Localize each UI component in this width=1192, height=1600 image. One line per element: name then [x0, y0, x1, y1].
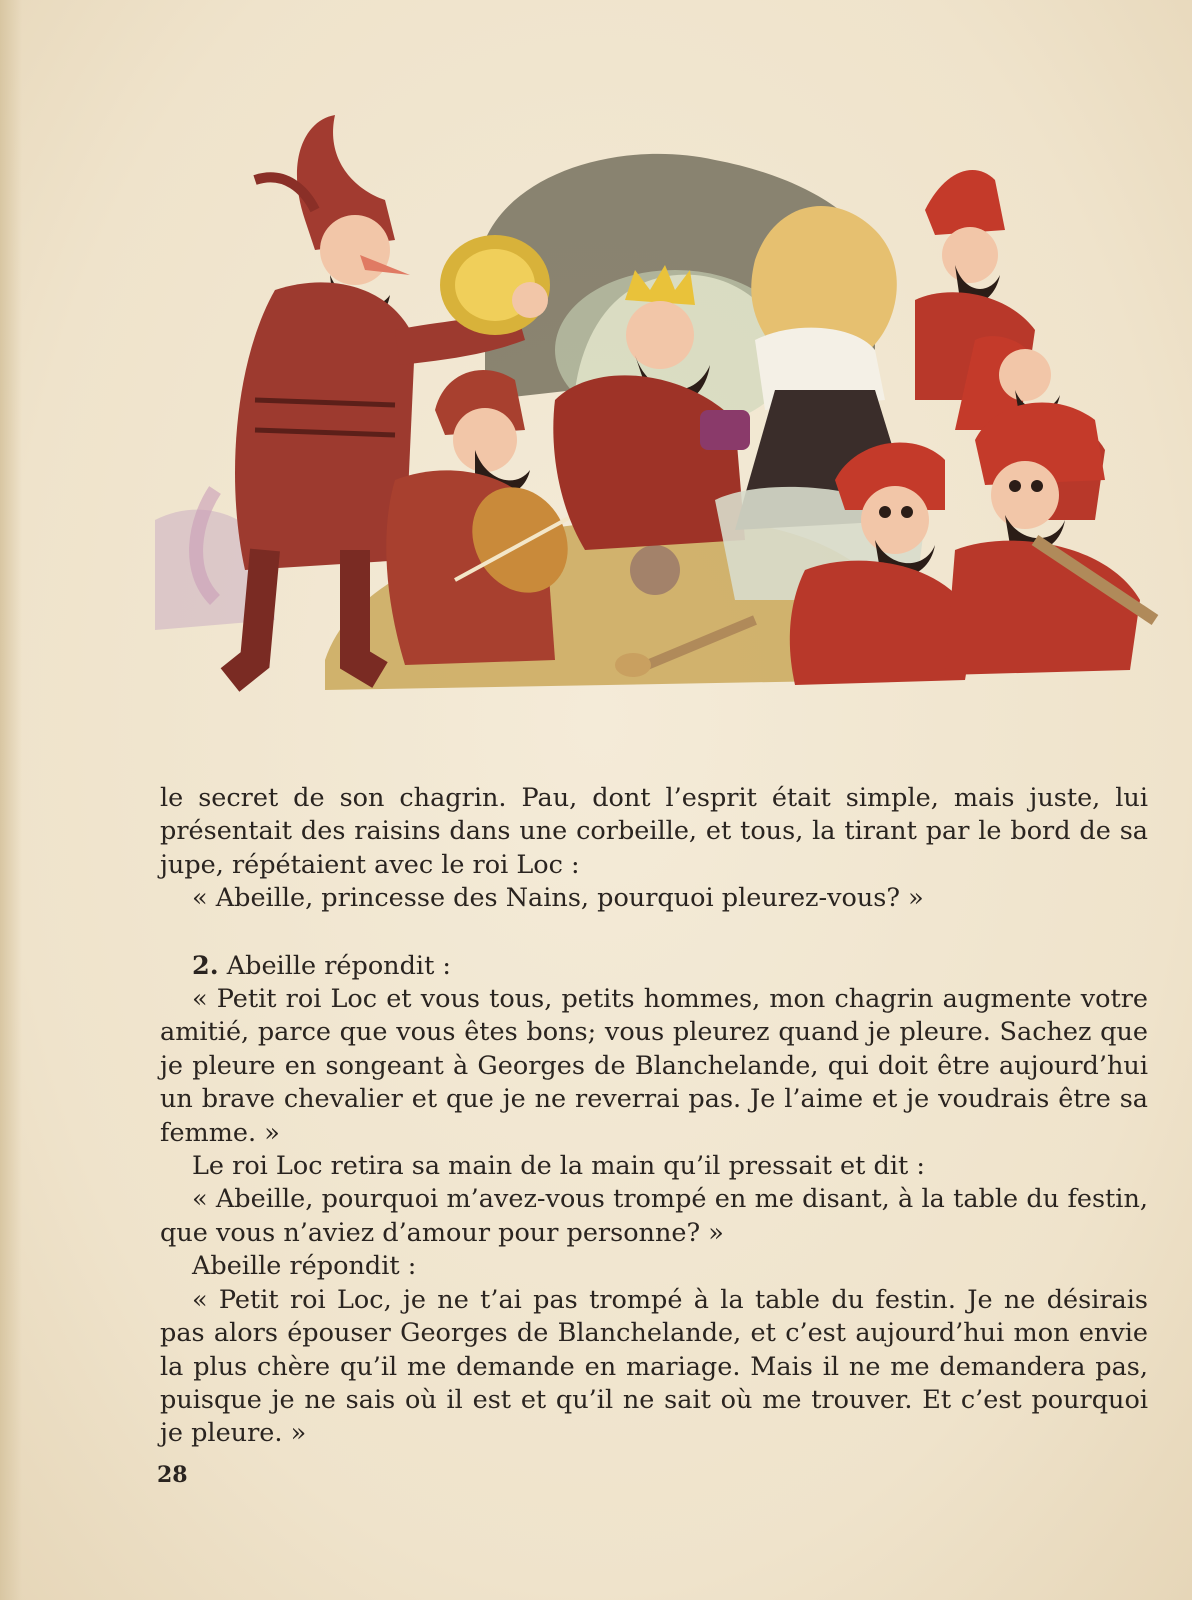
paragraph: « Abeille, pourquoi m’avez-vous trompé en me disant, à la table du festin, que vous n’aviez d’amour pour personne? » — [160, 1184, 1148, 1248]
page-number: 28 — [157, 1462, 188, 1488]
paragraph: Le roi Loc retira sa main de la main qu’il pressait et dit : — [192, 1151, 925, 1182]
page-edge-shadow — [0, 0, 22, 1600]
section-gap — [160, 916, 1148, 950]
paragraph: « Abeille, princesse des Nains, pourquoi pleurez-vous? » — [192, 883, 924, 914]
paragraph-text: Abeille répondit : — [218, 950, 452, 981]
paragraph: Abeille répondit : — [192, 1251, 417, 1282]
body-text — [160, 782, 1148, 1451]
story-illustration — [155, 100, 1165, 700]
paragraph — [160, 950, 1148, 983]
paragraph: « Petit roi Loc et vous tous, petits hommes, mon chagrin augmente votre amitié, parce que vous êtes bons; vous pleurez quand je pleure. Sachez que je pleure en songeant à Georges de Blanchelande, qui doit être aujourd’hui un brave chevalier et que je ne reverrai pas. Je l’aime et je voudrais être sa femme. » — [160, 984, 1148, 1148]
section-number: 2. — [192, 950, 219, 981]
paragraph: le secret de son chagrin. Pau, dont l’esprit était simple, mais juste, lui présentait des raisins dans une corbeille, et tous, la tirant par le bord de sa jupe, répétaient avec le roi Loc : — [160, 783, 1148, 880]
paragraph: « Petit roi Loc, je ne t’ai pas trompé à la table du festin. Je ne désirais pas alors épouser Georges de Blanchelande, et c’est aujourd’hui mon envie la plus chère qu’il me demande en mariage. Mais il ne me demandera pas, puisque je ne sais où il est et qu’il ne sait où me trouver. Et c’est pourquoi je pleure. » — [160, 1284, 1148, 1449]
